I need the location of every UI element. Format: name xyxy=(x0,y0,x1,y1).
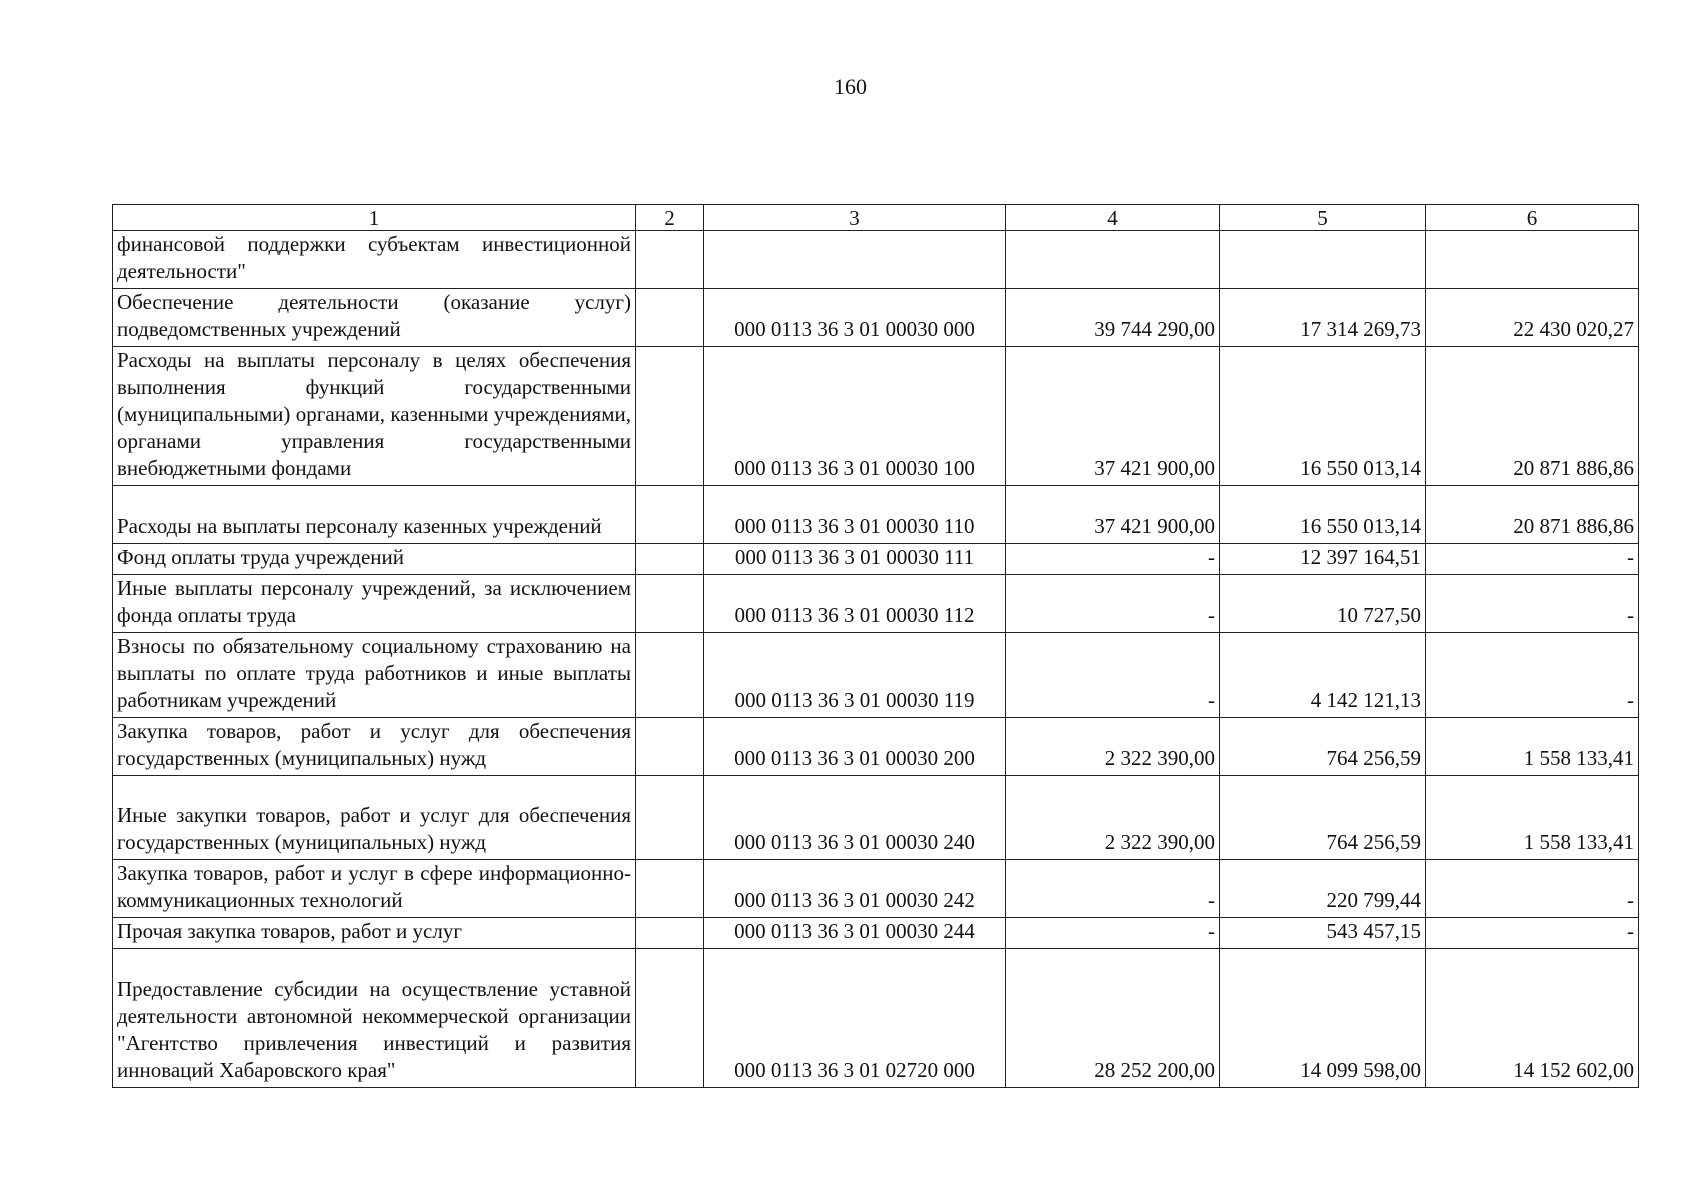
row-value-5 xyxy=(1220,231,1426,289)
row-code: 000 0113 36 3 01 00030 200 xyxy=(704,718,1006,776)
row-value-6: 1 558 133,41 xyxy=(1426,718,1639,776)
table-row xyxy=(113,544,1639,575)
row-code: 000 0113 36 3 01 00030 100 xyxy=(704,347,1006,486)
row-code: 000 0113 36 3 01 00030 240 xyxy=(704,776,1006,860)
row-col2 xyxy=(636,918,704,949)
row-value-5: 543 457,15 xyxy=(1220,918,1426,949)
table-row xyxy=(113,949,1639,1088)
row-value-5: 10 727,50 xyxy=(1220,575,1426,633)
row-name: Закупка товаров, работ и услуг в сфере информационно-коммуникационных технологий xyxy=(113,860,636,918)
row-value-4: 37 421 900,00 xyxy=(1006,347,1220,486)
row-name: финансовой поддержки субъектам инвестиционной деятельности" xyxy=(113,231,636,289)
row-value-5: 764 256,59 xyxy=(1220,776,1426,860)
row-value-5: 17 314 269,73 xyxy=(1220,289,1426,347)
table-row xyxy=(113,860,1639,918)
row-value-4: 39 744 290,00 xyxy=(1006,289,1220,347)
row-value-5: 4 142 121,13 xyxy=(1220,633,1426,718)
row-value-6: 20 871 886,86 xyxy=(1426,347,1639,486)
row-name: Расходы на выплаты персоналу в целях обеспечения выполнения функций государственными (муниципальными) органами, казенными учреждениями, органами управления государственными внебюджетными фондами xyxy=(113,347,636,486)
row-col2 xyxy=(636,575,704,633)
row-name: Закупка товаров, работ и услуг для обеспечения государственных (муниципальных) нужд xyxy=(113,718,636,776)
row-value-4: - xyxy=(1006,918,1220,949)
header-row xyxy=(113,205,1639,231)
table-row xyxy=(113,347,1639,486)
row-name: Обеспечение деятельности (оказание услуг) подведомственных учреждений xyxy=(113,289,636,347)
row-value-4: - xyxy=(1006,575,1220,633)
row-code xyxy=(704,231,1006,289)
row-value-6: - xyxy=(1426,633,1639,718)
row-value-6: 20 871 886,86 xyxy=(1426,486,1639,544)
row-value-6 xyxy=(1426,231,1639,289)
table-row xyxy=(113,231,1639,289)
table-row xyxy=(113,633,1639,718)
row-code: 000 0113 36 3 01 02720 000 xyxy=(704,949,1006,1088)
row-value-4: - xyxy=(1006,633,1220,718)
row-value-4 xyxy=(1006,231,1220,289)
row-col2 xyxy=(636,633,704,718)
table-row xyxy=(113,718,1639,776)
row-code: 000 0113 36 3 01 00030 119 xyxy=(704,633,1006,718)
row-value-5: 12 397 164,51 xyxy=(1220,544,1426,575)
header-col-3: 3 xyxy=(704,205,1006,231)
row-value-4: 2 322 390,00 xyxy=(1006,718,1220,776)
row-col2 xyxy=(636,860,704,918)
row-code: 000 0113 36 3 01 00030 000 xyxy=(704,289,1006,347)
table-body xyxy=(113,231,1639,1088)
row-value-6: 22 430 020,27 xyxy=(1426,289,1639,347)
header-col-2: 2 xyxy=(636,205,704,231)
row-code: 000 0113 36 3 01 00030 111 xyxy=(704,544,1006,575)
row-col2 xyxy=(636,718,704,776)
row-value-5: 14 099 598,00 xyxy=(1220,949,1426,1088)
row-name: Фонд оплаты труда учреждений xyxy=(113,544,636,575)
row-col2 xyxy=(636,289,704,347)
row-value-4: - xyxy=(1006,544,1220,575)
row-value-6: - xyxy=(1426,860,1639,918)
row-value-6: - xyxy=(1426,918,1639,949)
header-col-5: 5 xyxy=(1220,205,1426,231)
row-col2 xyxy=(636,776,704,860)
table-row xyxy=(113,486,1639,544)
table-row xyxy=(113,918,1639,949)
row-name: Иные закупки товаров, работ и услуг для обеспечения государственных (муниципальных) нужд xyxy=(113,776,636,860)
budget-table xyxy=(112,204,1639,1088)
header-col-1: 1 xyxy=(113,205,636,231)
row-value-4: 2 322 390,00 xyxy=(1006,776,1220,860)
row-name: Прочая закупка товаров, работ и услуг xyxy=(113,918,636,949)
row-value-5: 764 256,59 xyxy=(1220,718,1426,776)
row-value-5: 16 550 013,14 xyxy=(1220,486,1426,544)
row-value-4: 28 252 200,00 xyxy=(1006,949,1220,1088)
row-col2 xyxy=(636,231,704,289)
table-row xyxy=(113,575,1639,633)
row-name: Предоставление субсидии на осуществление уставной деятельности автономной некоммерческой организации "Агентство привлечения инвестиций и развития инноваций Хабаровского края" xyxy=(113,949,636,1088)
row-value-6: 14 152 602,00 xyxy=(1426,949,1639,1088)
table-row xyxy=(113,776,1639,860)
row-value-6: - xyxy=(1426,575,1639,633)
table-row xyxy=(113,289,1639,347)
row-value-6: 1 558 133,41 xyxy=(1426,776,1639,860)
header-col-4: 4 xyxy=(1006,205,1220,231)
row-code: 000 0113 36 3 01 00030 242 xyxy=(704,860,1006,918)
row-name: Расходы на выплаты персоналу казенных учреждений xyxy=(113,486,636,544)
row-value-5: 16 550 013,14 xyxy=(1220,347,1426,486)
table-header xyxy=(113,205,1639,231)
row-name: Взносы по обязательному социальному страхованию на выплаты по оплате труда работников и иные выплаты работникам учреждений xyxy=(113,633,636,718)
row-value-5: 220 799,44 xyxy=(1220,860,1426,918)
row-value-4: 37 421 900,00 xyxy=(1006,486,1220,544)
row-value-4: - xyxy=(1006,860,1220,918)
page-number: 160 xyxy=(834,74,867,99)
row-code: 000 0113 36 3 01 00030 110 xyxy=(704,486,1006,544)
row-value-6: - xyxy=(1426,544,1639,575)
header-col-6: 6 xyxy=(1426,205,1639,231)
row-code: 000 0113 36 3 01 00030 112 xyxy=(704,575,1006,633)
row-name: Иные выплаты персоналу учреждений, за исключением фонда оплаты труда xyxy=(113,575,636,633)
row-col2 xyxy=(636,347,704,486)
row-col2 xyxy=(636,486,704,544)
row-col2 xyxy=(636,949,704,1088)
row-code: 000 0113 36 3 01 00030 244 xyxy=(704,918,1006,949)
row-col2 xyxy=(636,544,704,575)
